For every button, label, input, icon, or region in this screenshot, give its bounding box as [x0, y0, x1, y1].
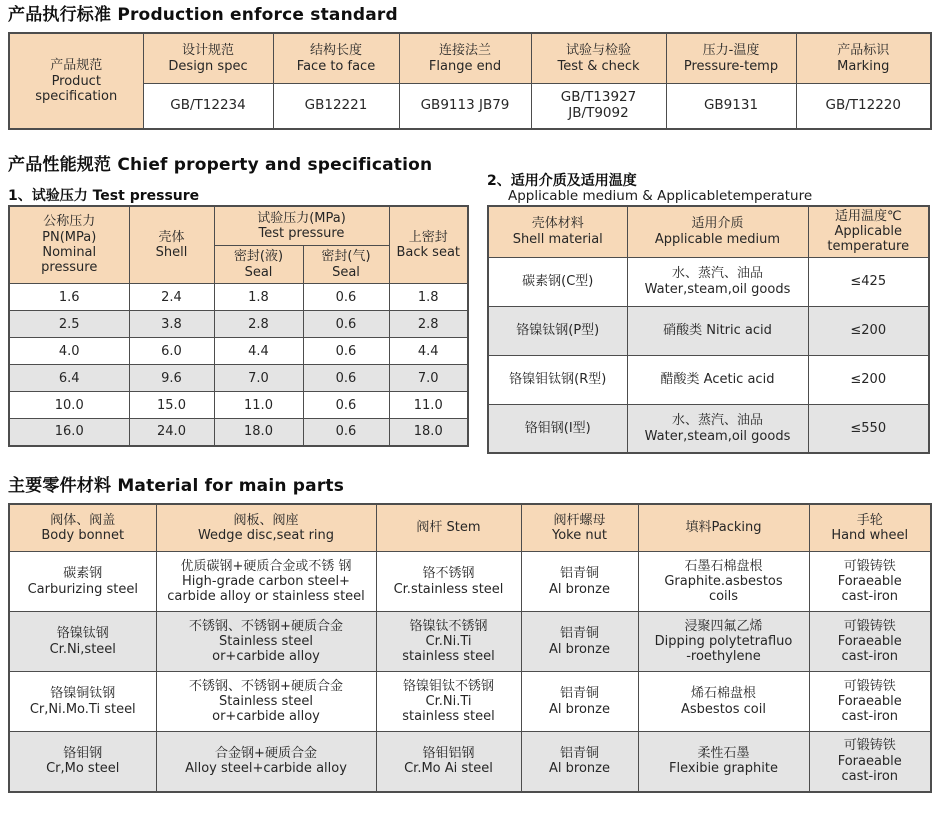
section-title-material-main-parts: 主要零件材料 Material for main parts	[8, 476, 345, 497]
table-cell: 可锻铸铁 Foraeable cast-iron	[809, 672, 931, 732]
cell-medium: 硝酸类 Nitric acid	[627, 306, 808, 355]
cell-shell-material: 铬镍钼钛钢(R型)	[488, 355, 627, 404]
corner-cell-product-specification: 产品规范 Product specification	[9, 33, 143, 129]
table-header-row	[488, 206, 929, 257]
table-row	[488, 306, 929, 355]
cell-medium: 醋酸类 Acetic acid	[627, 355, 808, 404]
table-cell: 0.6	[303, 311, 389, 338]
table-cell: 铬镍钼钛不锈钢 Cr.Ni.Ti stainless steel	[376, 672, 521, 732]
header-applicable-temperature: 适用温度℃ Applicable temperature	[808, 206, 929, 257]
header-wedge-disc-seat-ring: 阀板、阀座 Wedge disc,seat ring	[156, 504, 376, 552]
table-cell: 铬钼钢 Cr,Mo steel	[9, 732, 156, 792]
cell-temperature: ≤200	[808, 355, 929, 404]
table-cell: 16.0	[9, 419, 129, 446]
table-cell: 浸聚四氟乙烯 Dipping polytetrafluo -roethylene	[638, 612, 809, 672]
cell-temperature: ≤550	[808, 404, 929, 453]
header-test-pressure-span: 试验压力(MPa) Test pressure	[214, 206, 389, 246]
cell-shell-material: 铬镍钛钢(P型)	[488, 306, 627, 355]
value-design-spec: GB/T12234	[143, 83, 273, 129]
applicable-medium-subtitle-zone	[487, 173, 930, 205]
table-cell: 0.6	[303, 284, 389, 311]
value-pressure-temp: GB9131	[666, 83, 796, 129]
table-row	[488, 257, 929, 306]
cell-temperature: ≤425	[808, 257, 929, 306]
header-face-to-face: 结构长度 Face to face	[273, 33, 399, 83]
subtitle-test-pressure: 1、试验压力 Test pressure	[8, 188, 200, 205]
value-flange-end: GB9113 JB79	[399, 83, 531, 129]
table-cell: 烯石棉盘根 Asbestos coil	[638, 672, 809, 732]
table-cell: 10.0	[9, 392, 129, 419]
table-cell: 优质碳钢+硬质合金或不锈 钢 High-grade carbon steel+ carbide alloy or stainless steel	[156, 552, 376, 612]
table-cell: 0.6	[303, 419, 389, 446]
table-cell: 11.0	[389, 392, 468, 419]
table-header-row	[9, 206, 468, 246]
table-cell: 铬钼铝钢 Cr.Mo Ai steel	[376, 732, 521, 792]
table-cell: 7.0	[389, 365, 468, 392]
subtitle-applicable-medium-zh: 2、适用介质及适用温度	[487, 173, 637, 190]
section-title-chief-property: 产品性能规范 Chief property and specification	[8, 155, 433, 176]
table-row	[488, 404, 929, 453]
cell-shell-material: 铬钼钢(I型)	[488, 404, 627, 453]
table-cell: 铝青铜 Al bronze	[521, 672, 638, 732]
table-cell: 0.6	[303, 392, 389, 419]
header-body-bonnet: 阀体、阀盖 Body bonnet	[9, 504, 156, 552]
table-cell: 24.0	[129, 419, 214, 446]
table-cell: 3.8	[129, 311, 214, 338]
header-pressure-temp: 压力-温度 Pressure-temp	[666, 33, 796, 83]
header-packing: 填料Packing	[638, 504, 809, 552]
test-pressure-subtitle-zone	[8, 176, 467, 205]
table-cell: 6.4	[9, 365, 129, 392]
table-cell: 1.8	[389, 284, 468, 311]
cell-temperature: ≤200	[808, 306, 929, 355]
table-cell: 铬不锈钢 Cr.stainless steel	[376, 552, 521, 612]
table-cell: 18.0	[214, 419, 303, 446]
table-cell: 2.4	[129, 284, 214, 311]
table-cell: 可锻铸铁 Foraeable cast-iron	[809, 612, 931, 672]
cell-shell-material: 碳素钢(C型)	[488, 257, 627, 306]
table-row	[9, 392, 468, 419]
table-cell: 2.8	[389, 311, 468, 338]
header-hand-wheel: 手轮 Hand wheel	[809, 504, 931, 552]
table-cell: 1.6	[9, 284, 129, 311]
value-marking: GB/T12220	[796, 83, 931, 129]
header-applicable-medium: 适用介质 Applicable medium	[627, 206, 808, 257]
table-row	[9, 672, 931, 732]
table-row	[488, 355, 929, 404]
table-cell: 2.5	[9, 311, 129, 338]
table-cell: 铬镍钛不锈钢 Cr.Ni.Ti stainless steel	[376, 612, 521, 672]
table-cell: 11.0	[214, 392, 303, 419]
table-row	[9, 83, 931, 129]
subtitle-applicable-medium-en: Applicable medium & Applicabletemperature	[508, 187, 813, 204]
table-cell: 铬镍钛钢 Cr.Ni,steel	[9, 612, 156, 672]
table-cell: 铬镍铜钛钢 Cr,Ni.Mo.Ti steel	[9, 672, 156, 732]
table-cell: 柔性石墨 Flexibie graphite	[638, 732, 809, 792]
header-nominal-pressure: 公称压力 PN(MPa) Nominal pressure	[9, 206, 129, 284]
header-flange-end: 连接法兰 Flange end	[399, 33, 531, 83]
table-header-row	[9, 504, 931, 552]
header-test-check: 试验与检验 Test & check	[531, 33, 666, 83]
table-cell: 铝青铜 Al bronze	[521, 552, 638, 612]
table-cell: 4.0	[9, 338, 129, 365]
table-cell: 1.8	[214, 284, 303, 311]
materials-table	[8, 503, 932, 793]
table-cell: 15.0	[129, 392, 214, 419]
header-marking: 产品标识 Marking	[796, 33, 931, 83]
table-cell: 9.6	[129, 365, 214, 392]
table-cell: 石墨石棉盘根 Graphite.asbestos coils	[638, 552, 809, 612]
table-row	[9, 552, 931, 612]
table-row	[9, 732, 931, 792]
table-cell: 2.8	[214, 311, 303, 338]
table-row	[9, 284, 468, 311]
test-pressure-table	[8, 205, 469, 447]
table-cell: 4.4	[389, 338, 468, 365]
table-cell: 7.0	[214, 365, 303, 392]
production-standard-table	[8, 32, 932, 130]
table-cell: 18.0	[389, 419, 468, 446]
table-row	[9, 419, 468, 446]
table-cell: 合金钢+硬质合金 Alloy steel+carbide alloy	[156, 732, 376, 792]
header-stem: 阀杆 Stem	[376, 504, 521, 552]
cell-medium: 水、蒸汽、油品 Water,steam,oil goods	[627, 404, 808, 453]
value-face-to-face: GB12221	[273, 83, 399, 129]
table-row	[9, 311, 468, 338]
applicable-medium-block	[487, 173, 930, 454]
header-shell: 壳体 Shell	[129, 206, 214, 284]
header-design-spec: 设计规范 Design spec	[143, 33, 273, 83]
table-row	[9, 612, 931, 672]
header-seal-liquid: 密封(液) Seal	[214, 246, 303, 284]
table-cell: 0.6	[303, 338, 389, 365]
header-yoke-nut: 阀杆螺母 Yoke nut	[521, 504, 638, 552]
table-cell: 铝青铜 Al bronze	[521, 612, 638, 672]
header-back-seat: 上密封 Back seat	[389, 206, 468, 284]
table-cell: 不锈钢、不锈钢+硬质合金 Stainless steel or+carbide alloy	[156, 612, 376, 672]
table-cell: 不锈钢、不锈钢+硬质合金 Stainless steel or+carbide alloy	[156, 672, 376, 732]
section2-columns	[8, 173, 930, 454]
table-cell: 0.6	[303, 365, 389, 392]
table-cell: 碳素钢 Carburizing steel	[9, 552, 156, 612]
table-cell: 6.0	[129, 338, 214, 365]
cell-medium: 水、蒸汽、油品 Water,steam,oil goods	[627, 257, 808, 306]
table-cell: 4.4	[214, 338, 303, 365]
header-shell-material: 壳体材料 Shell material	[488, 206, 627, 257]
test-pressure-block	[8, 176, 467, 447]
header-seal-gas: 密封(气) Seal	[303, 246, 389, 284]
table-header-row	[9, 33, 931, 83]
table-row	[9, 365, 468, 392]
applicable-medium-table	[487, 205, 930, 454]
table-cell: 铝青铜 Al bronze	[521, 732, 638, 792]
table-cell: 可锻铸铁 Foraeable cast-iron	[809, 552, 931, 612]
section-title-production-standard: 产品执行标准 Production enforce standard	[8, 5, 398, 25]
value-test-check: GB/T13927 JB/T9092	[531, 83, 666, 129]
table-row	[9, 338, 468, 365]
table-cell: 可锻铸铁 Foraeable cast-iron	[809, 732, 931, 792]
